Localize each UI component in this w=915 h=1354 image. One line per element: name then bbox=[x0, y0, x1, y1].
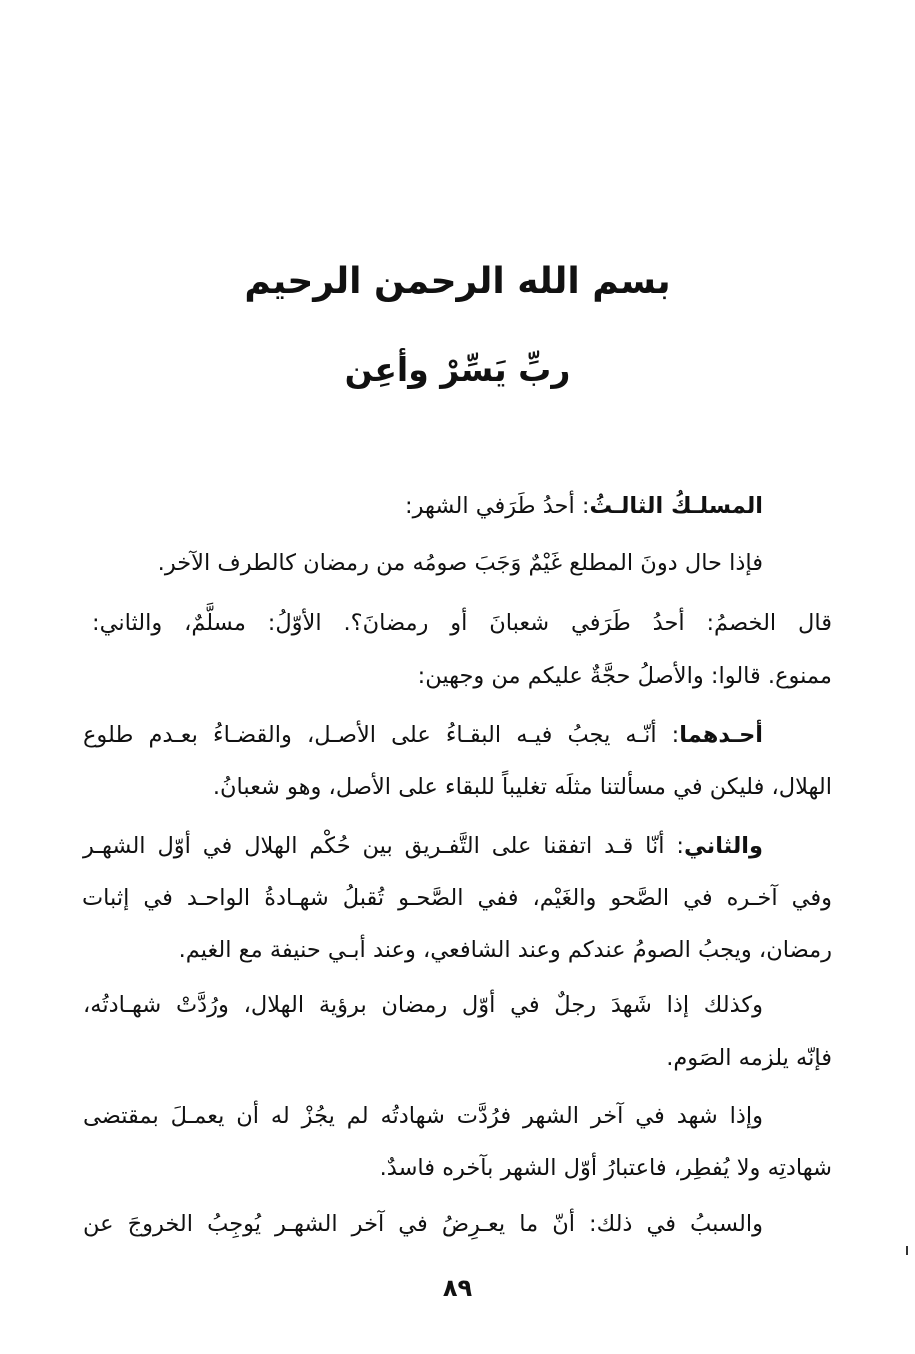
text-line bbox=[380, 1148, 832, 1188]
line-text: شهادتِه ولا يُفطِر، فاعتبارُ أوّل الشهر بآخره فاسدٌ. bbox=[379, 1155, 832, 1181]
line-text: وإذا شهد في آخر الشهر فرُدَّت شهادتُه لم يجُزْ له أن يعمـلَ بمقتضى bbox=[83, 1103, 763, 1129]
text-line bbox=[83, 826, 763, 866]
section-heading-label: المسلـكُ الثالـثُ bbox=[589, 493, 763, 519]
line-text: : أنّا قـد اتفقنا على التَّفـريق بين حُكْم الهلال في أوّل الشهـر bbox=[83, 833, 684, 859]
line-text: رمضان، ويجبُ الصومُ عندكم وعند الشافعي، وعند أبـي حنيفة مع الغيم. bbox=[178, 937, 832, 963]
text-line bbox=[666, 1038, 832, 1078]
line-text: فإنّه يلزمه الصَوم. bbox=[666, 1045, 832, 1071]
text-line bbox=[83, 1096, 763, 1136]
text-line bbox=[158, 543, 763, 583]
text-line bbox=[92, 603, 832, 643]
text-line bbox=[83, 985, 763, 1025]
line-text: والسببُ في ذلك: أنّ ما يعـرِضُ في آخر الشهـر يُوجِبُ الخروجَ عن bbox=[83, 1211, 763, 1237]
line-text: ممنوع. قالوا: والأصلُ حجَّةٌ عليكم من وجهين: bbox=[417, 663, 832, 689]
text-line bbox=[213, 767, 832, 807]
text-line bbox=[83, 715, 763, 755]
argument-label: والثاني bbox=[684, 833, 763, 859]
text-line bbox=[418, 656, 832, 696]
text-line bbox=[405, 486, 763, 526]
argument-label: أحـدهما bbox=[679, 722, 763, 748]
scan-edge-mark bbox=[906, 1246, 908, 1255]
line-text: فإذا حال دونَ المطلع غَيْمٌ وَجَبَ صومُه من رمضان كالطرف الآخر. bbox=[157, 550, 763, 576]
text-line bbox=[179, 930, 832, 970]
text-line bbox=[82, 878, 832, 918]
line-text: : أحدُ طَرَفي الشهر: bbox=[405, 493, 590, 519]
line-text: وكذلك إذا شَهدَ رجلٌ في أوّل رمضان برؤية الهلال، ورُدَّتْ شهـادتُه، bbox=[83, 992, 763, 1018]
text-line bbox=[83, 1204, 763, 1244]
page-number: ٨٩ bbox=[442, 1274, 473, 1302]
line-text: وفي آخـره في الصَّحو والغَيْم، ففي الصَّحـو تُقبلُ شهـادةُ الواحـد في إثبات bbox=[82, 885, 832, 911]
line-text: : أنّـه يجبُ فيـه البقـاءُ على الأصـل، والقضـاءُ بعـدم طلوع bbox=[83, 722, 680, 748]
line-text: الهلال، فليكن في مسألتنا مثلَه تغليباً للبقاء على الأصل، وهو شعبانُ. bbox=[212, 774, 832, 800]
basmala-heading: بسم الله الرحمن الرحيم bbox=[244, 261, 671, 302]
line-text: قال الخصمُ: أحدُ طَرَفي شعبانَ أو رمضانَ؟. الأوّلُ: مسلَّمٌ، والثاني: bbox=[92, 610, 832, 636]
invocation-heading: ربِّ يَسِّرْ وأعِن bbox=[344, 350, 571, 389]
